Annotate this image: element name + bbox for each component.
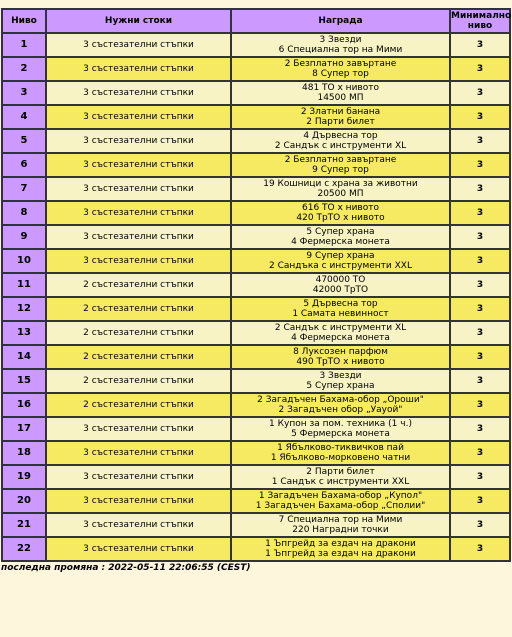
reward-line-2: 490 ТрТО x нивото xyxy=(296,357,385,367)
reward-line-2: 14500 МП xyxy=(317,93,364,103)
goods-cell: 2 състезателни стъпки xyxy=(46,393,231,417)
table-row xyxy=(2,153,510,177)
reward-cell xyxy=(231,57,450,81)
goods-cell: 3 състезателни стъпки xyxy=(46,153,231,177)
level-cell: 8 xyxy=(2,201,46,225)
table-row xyxy=(2,177,510,201)
reward-line-1: 481 ТО x нивото xyxy=(302,83,379,93)
reward-line-2: 1 Ябълково-морковено чатни xyxy=(270,453,411,463)
reward-line-2: 8 Супер тор xyxy=(312,69,369,79)
reward-line-1: 2 Сандък с инструменти XL xyxy=(274,323,407,333)
reward-line-2: 9 Супер тор xyxy=(312,165,369,175)
reward-line-1: 1 Ъпгрейд за ездач на дракони xyxy=(265,539,416,549)
goods-cell: 3 състезателни стъпки xyxy=(46,441,231,465)
level-cell: 16 xyxy=(2,393,46,417)
reward-line-1: 4 Дървесна тор xyxy=(303,131,378,141)
header-min-level xyxy=(450,9,510,33)
level-cell: 5 xyxy=(2,129,46,153)
reward-cell xyxy=(231,129,450,153)
level-cell: 1 xyxy=(2,33,46,57)
table-row xyxy=(2,537,510,561)
goods-cell: 3 състезателни стъпки xyxy=(46,417,231,441)
reward-cell xyxy=(231,225,450,249)
goods-cell: 3 състезателни стъпки xyxy=(46,177,231,201)
table-row xyxy=(2,393,510,417)
goods-cell: 3 състезателни стъпки xyxy=(46,465,231,489)
table-row xyxy=(2,225,510,249)
reward-line-1: 5 Дървесна тор xyxy=(303,299,378,309)
reward-line-2: 4 Фермерска монета xyxy=(291,333,390,343)
reward-line-1: 470000 ТО xyxy=(315,275,366,285)
header-reward: Награда xyxy=(231,9,450,33)
reward-line-1: 1 Ябълково-тиквичков пай xyxy=(277,443,404,453)
table-row xyxy=(2,513,510,537)
table-row xyxy=(2,105,510,129)
header-level: Ниво xyxy=(2,9,46,33)
min-level-cell: 3 xyxy=(450,513,510,537)
level-cell: 21 xyxy=(2,513,46,537)
level-cell: 19 xyxy=(2,465,46,489)
reward-cell xyxy=(231,393,450,417)
goods-cell: 3 състезателни стъпки xyxy=(46,57,231,81)
min-level-cell: 3 xyxy=(450,465,510,489)
table-row xyxy=(2,489,510,513)
min-level-cell: 3 xyxy=(450,321,510,345)
min-level-cell: 3 xyxy=(450,537,510,561)
reward-cell xyxy=(231,33,450,57)
reward-line-2: 1 Загадъчен Бахама-обор „Сполии" xyxy=(255,501,426,511)
last-modified: последна промяна : 2022-05-11 22:06:55 (CEST) xyxy=(1,563,251,573)
reward-line-2: 1 Сандък с инструменти XXL xyxy=(271,477,410,487)
table-row xyxy=(2,369,510,393)
reward-line-2: 2 Сандъка с инструменти XXL xyxy=(269,261,412,271)
level-cell: 7 xyxy=(2,177,46,201)
reward-line-1: 2 Златни банана xyxy=(300,107,381,117)
table-row xyxy=(2,441,510,465)
reward-cell xyxy=(231,201,450,225)
min-level-cell: 3 xyxy=(450,417,510,441)
level-cell: 15 xyxy=(2,369,46,393)
reward-line-1: 2 Парти билет xyxy=(306,467,375,477)
table-row xyxy=(2,345,510,369)
level-cell: 4 xyxy=(2,105,46,129)
reward-cell xyxy=(231,537,450,561)
reward-line-2: 2 Парти билет xyxy=(306,117,375,127)
min-level-cell: 3 xyxy=(450,129,510,153)
reward-line-2: 5 Фермерска монета xyxy=(291,429,390,439)
header-row xyxy=(2,9,510,33)
reward-line-1: 3 Звезди xyxy=(319,35,362,45)
reward-cell xyxy=(231,177,450,201)
reward-cell xyxy=(231,369,450,393)
reward-cell xyxy=(231,417,450,441)
table-row xyxy=(2,33,510,57)
min-level-cell: 3 xyxy=(450,489,510,513)
reward-line-1: 1 Купон за пом. техника (1 ч.) xyxy=(269,419,412,429)
reward-line-1: 19 Кошници с храна за животни xyxy=(263,179,418,189)
reward-line-1: 1 Загадъчен Бахама-обор „Купол" xyxy=(258,491,423,501)
goods-cell: 3 състезателни стъпки xyxy=(46,225,231,249)
reward-line-2: 2 Загадъчен обор „Уауой" xyxy=(278,405,403,415)
table-row xyxy=(2,81,510,105)
min-level-cell: 3 xyxy=(450,57,510,81)
header-min-level-line1: Минимално xyxy=(451,11,512,21)
reward-cell xyxy=(231,513,450,537)
reward-line-1: 3 Звезди xyxy=(319,371,362,381)
table-row xyxy=(2,465,510,489)
goods-cell: 3 състезателни стъпки xyxy=(46,513,231,537)
min-level-cell: 3 xyxy=(450,33,510,57)
reward-cell xyxy=(231,153,450,177)
reward-cell xyxy=(231,465,450,489)
reward-line-1: 7 Специална тор на Мими xyxy=(278,515,403,525)
level-cell: 12 xyxy=(2,297,46,321)
table-row xyxy=(2,249,510,273)
level-cell: 3 xyxy=(2,81,46,105)
reward-line-2: 42000 ТрТО xyxy=(312,285,369,295)
reward-line-1: 9 Супер храна xyxy=(306,251,375,261)
level-cell: 17 xyxy=(2,417,46,441)
reward-cell xyxy=(231,105,450,129)
goods-cell: 3 състезателни стъпки xyxy=(46,81,231,105)
min-level-cell: 3 xyxy=(450,441,510,465)
goods-cell: 3 състезателни стъпки xyxy=(46,537,231,561)
level-cell: 10 xyxy=(2,249,46,273)
goods-cell: 2 състезателни стъпки xyxy=(46,369,231,393)
min-level-cell: 3 xyxy=(450,297,510,321)
reward-line-1: 2 Безплатно завъртане xyxy=(284,155,397,165)
min-level-cell: 3 xyxy=(450,249,510,273)
reward-line-1: 616 ТО x нивото xyxy=(302,203,379,213)
goods-cell: 3 състезателни стъпки xyxy=(46,201,231,225)
reward-line-2: 6 Специална тор на Мими xyxy=(278,45,403,55)
level-cell: 20 xyxy=(2,489,46,513)
reward-line-2: 4 Фермерска монета xyxy=(291,237,390,247)
min-level-cell: 3 xyxy=(450,273,510,297)
level-cell: 11 xyxy=(2,273,46,297)
table-row xyxy=(2,201,510,225)
reward-line-2: 5 Супер храна xyxy=(306,381,375,391)
table-row xyxy=(2,321,510,345)
level-cell: 14 xyxy=(2,345,46,369)
reward-line-1: 5 Супер храна xyxy=(306,227,375,237)
reward-line-2: 20500 МП xyxy=(317,189,364,199)
reward-line-2: 2 Сандък с инструменти XL xyxy=(274,141,407,151)
min-level-cell: 3 xyxy=(450,345,510,369)
goods-cell: 2 състезателни стъпки xyxy=(46,321,231,345)
reward-line-2: 1 Ъпгрейд за ездач на дракони xyxy=(265,549,416,559)
min-level-cell: 3 xyxy=(450,201,510,225)
min-level-cell: 3 xyxy=(450,153,510,177)
level-cell: 6 xyxy=(2,153,46,177)
level-cell: 18 xyxy=(2,441,46,465)
reward-cell xyxy=(231,81,450,105)
reward-line-1: 2 Безплатно завъртане xyxy=(284,59,397,69)
level-cell: 13 xyxy=(2,321,46,345)
goods-cell: 3 състезателни стъпки xyxy=(46,129,231,153)
level-cell: 9 xyxy=(2,225,46,249)
reward-cell xyxy=(231,249,450,273)
rewards-table xyxy=(1,8,511,562)
goods-cell: 3 състезателни стъпки xyxy=(46,489,231,513)
level-cell: 22 xyxy=(2,537,46,561)
header-goods: Нужни стоки xyxy=(46,9,231,33)
reward-cell xyxy=(231,345,450,369)
reward-line-2: 1 Самата невинност xyxy=(292,309,389,319)
min-level-cell: 3 xyxy=(450,177,510,201)
reward-cell xyxy=(231,489,450,513)
reward-line-1: 8 Луксозен парфюм xyxy=(293,347,388,357)
goods-cell: 3 състезателни стъпки xyxy=(46,33,231,57)
min-level-cell: 3 xyxy=(450,225,510,249)
goods-cell: 3 състезателни стъпки xyxy=(46,105,231,129)
table-row xyxy=(2,417,510,441)
reward-line-2: 220 Наградни точки xyxy=(292,525,389,535)
reward-cell xyxy=(231,273,450,297)
goods-cell: 2 състезателни стъпки xyxy=(46,273,231,297)
reward-cell xyxy=(231,441,450,465)
table-row xyxy=(2,129,510,153)
goods-cell: 3 състезателни стъпки xyxy=(46,249,231,273)
reward-line-2: 420 ТрТО x нивото xyxy=(296,213,385,223)
table-row xyxy=(2,273,510,297)
header-min-level-line2: ниво xyxy=(467,21,493,31)
reward-cell xyxy=(231,297,450,321)
min-level-cell: 3 xyxy=(450,369,510,393)
goods-cell: 2 състезателни стъпки xyxy=(46,297,231,321)
reward-line-1: 2 Загадъчен Бахама-обор „Ороши" xyxy=(257,395,424,405)
min-level-cell: 3 xyxy=(450,105,510,129)
table-row xyxy=(2,57,510,81)
level-cell: 2 xyxy=(2,57,46,81)
table-row xyxy=(2,297,510,321)
reward-cell xyxy=(231,321,450,345)
min-level-cell: 3 xyxy=(450,81,510,105)
goods-cell: 2 състезателни стъпки xyxy=(46,345,231,369)
min-level-cell: 3 xyxy=(450,393,510,417)
